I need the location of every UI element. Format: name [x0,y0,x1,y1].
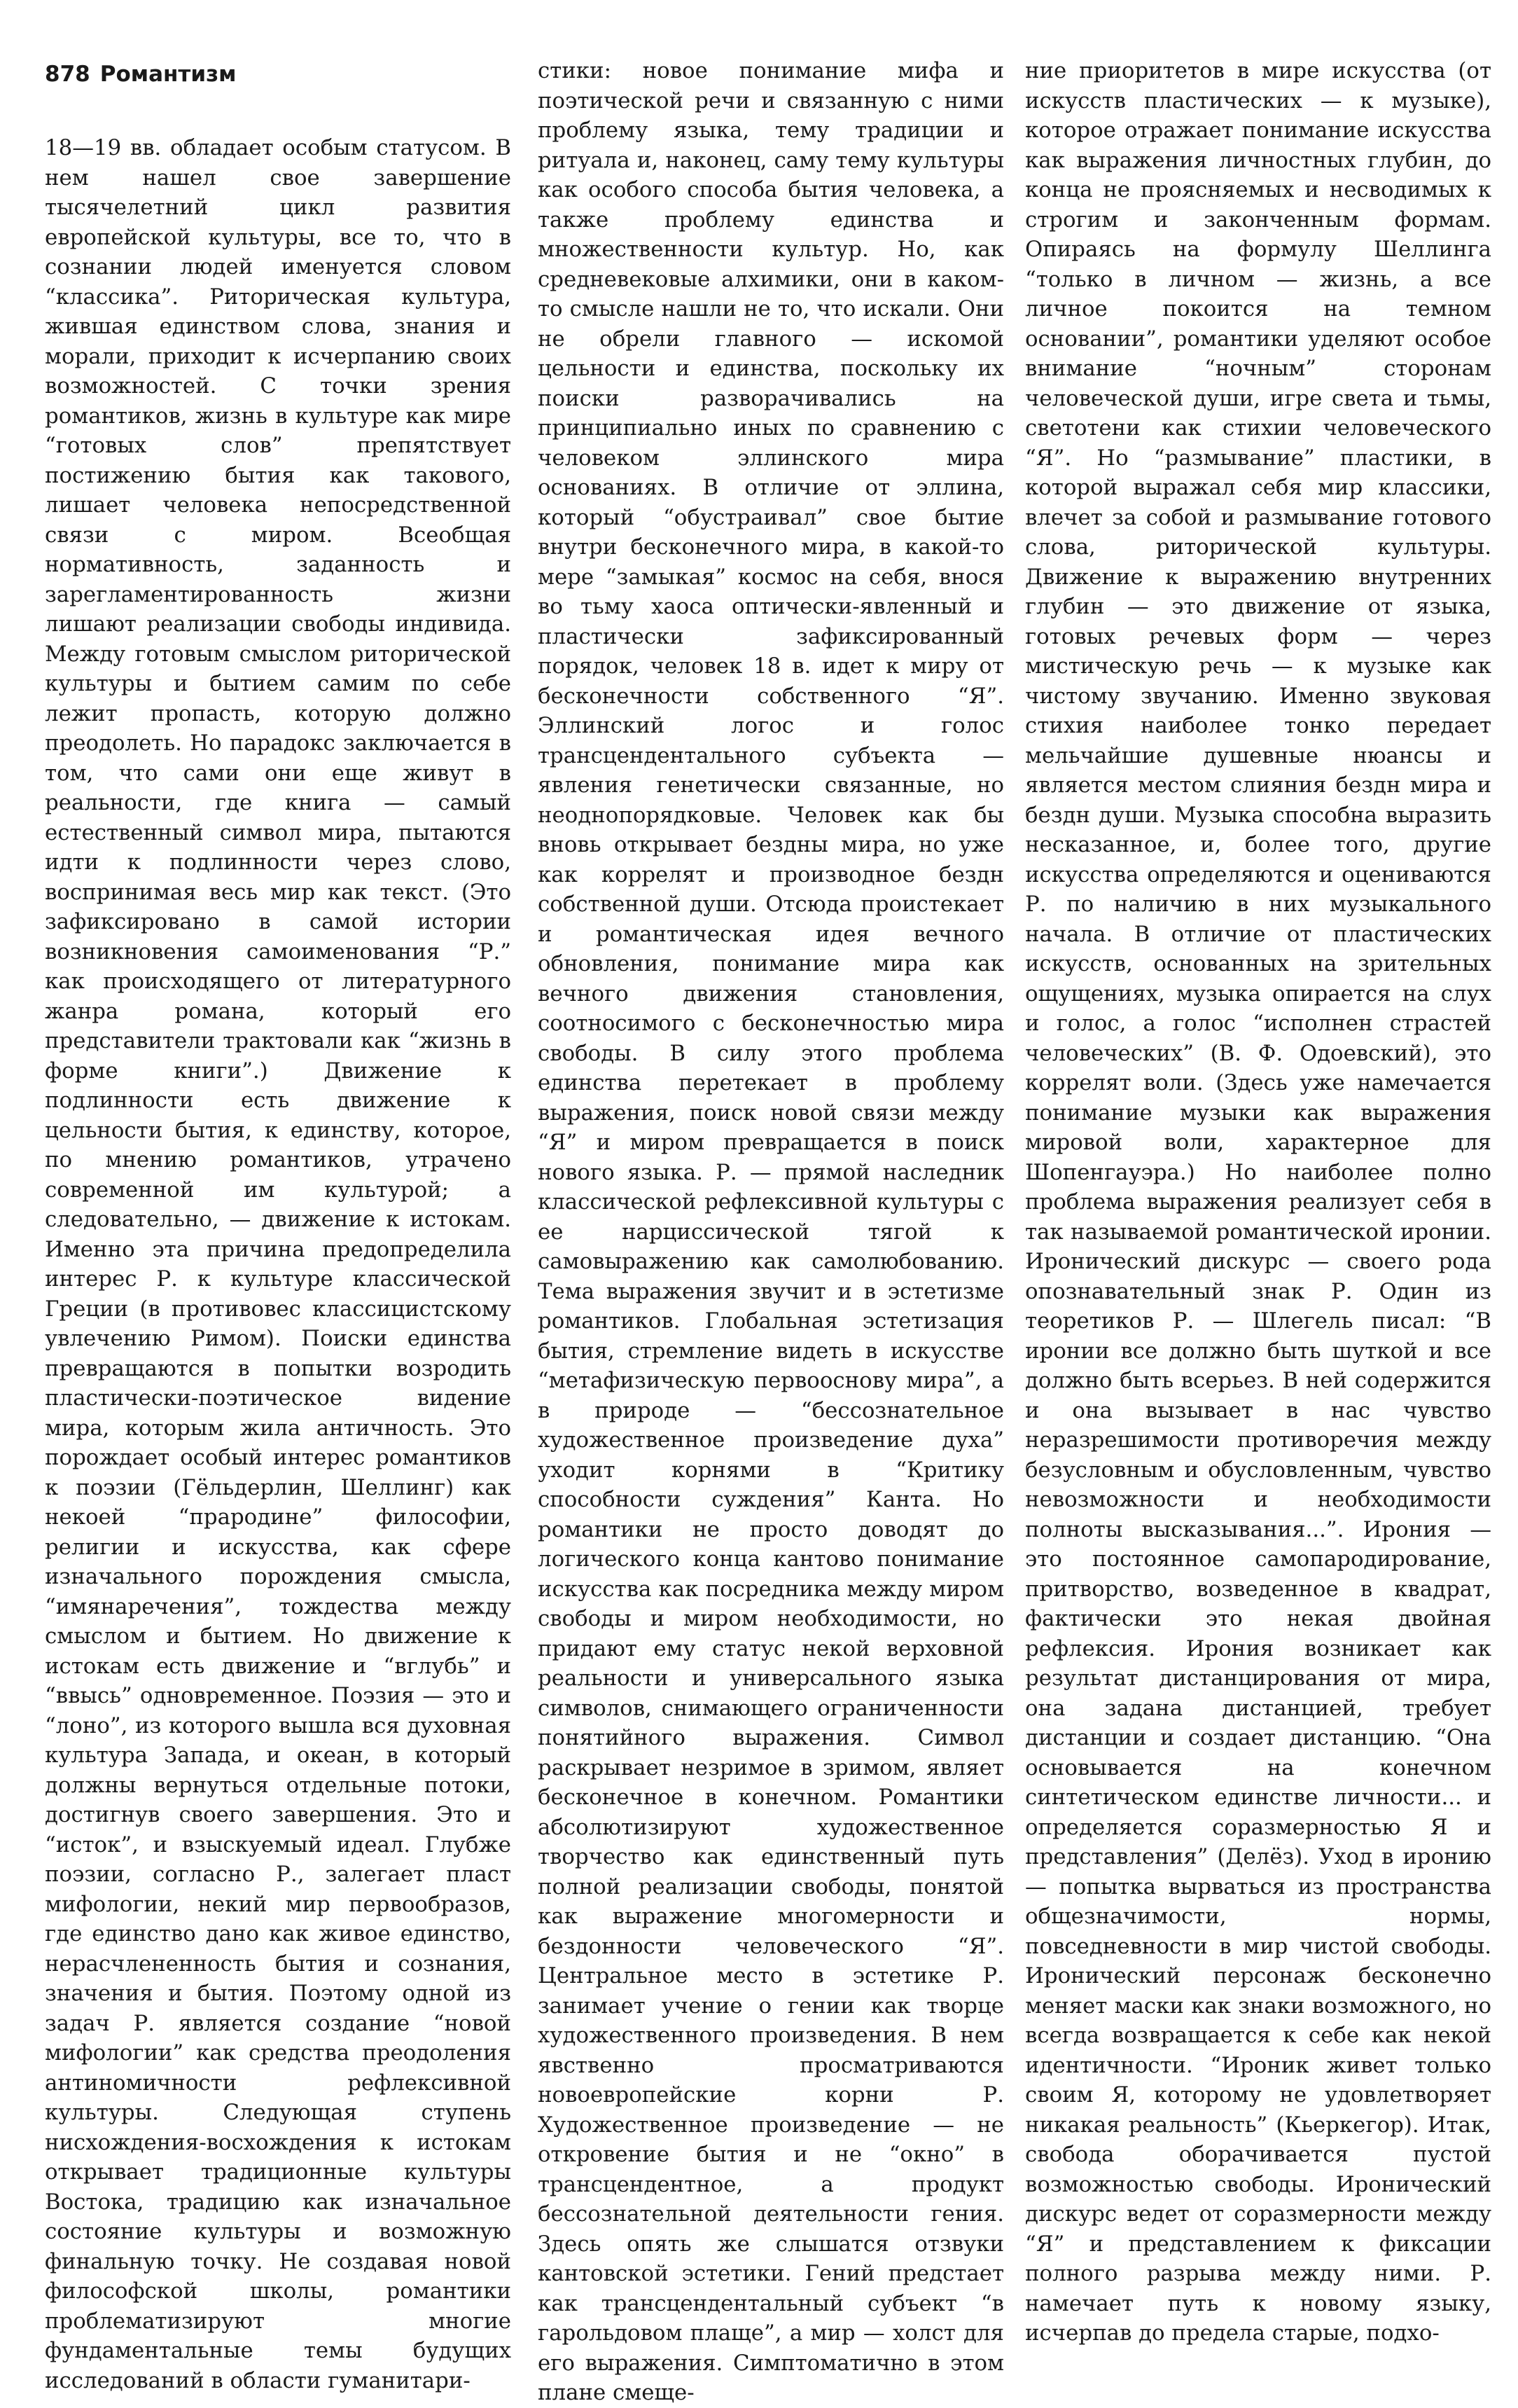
section-title: Романтизм [99,62,237,87]
text-column-3 [1025,56,1491,2346]
column-2-text: стики: новое понимание мифа и поэтической речи и связанную с ними проблему языка, тему традиции и ритуала и, наконец, саму тему культуры как особого способа бытия человека, а также проблему единства и множественности культур. Но, как средневековые алхимики, они в каком-то смысле нашли не то, что искали. Они не обрели главного — искомой цельности и единства, поскольку их поиски разворачивались на принципиально иных по сравнению с человеком эллинского мира основаниях. В отличие от эллина, который “обустраивал” свое бытие внутри бесконечного мира, в какой-то мере “замыкая” космос на себя, внося во тьму хаоса оптически-явленный и пластически зафиксированный порядок, человек 18 в. идет к миру от бесконечности собственного “Я”. Эллинский логос и голос трансцендентального субъекта — явления генетически связанные, но неоднопорядковые. Человек как бы вновь открывает бездны мира, но уже как коррелят и производное бездн собственной души. Отсюда проистекает и романтическая идея вечного обновления, понимание мира как вечного движения становления, соотносимого с бесконечностью мира свободы. В силу этого проблема единства перетекает в проблему выражения, поиск новой связи между “Я” и миром превращается в поиск нового языка. Р. — прямой наследник классической рефлексивной культуры с ее нарциссической тягой к самовыражению как самолюбованию. Тема выражения звучит и в эстетизме романтиков. Глобальная эстетизация бытия, стремление видеть в искусстве “метафизическую первооснову мира”, а в природе — “бессознательное художественное произведение духа” уходит корнями в “Критику способности суждения” Канта. Но романтики не просто доводят до логического конца кантово понимание искусства как посредника между миром свободы и миром необходимости, но придают ему статус некой верховной реальности и универсального языка символов, снимающего ограниченности понятийного выражения. Символ раскрывает незримое в зримом, являет бесконечное в конечном. Романтики абсолютизируют художественное творчество как единственный путь полной реализации свободы, понятой как выражение многомерности и бездонности человеческого “Я”. Центральное место в эстетике Р. занимает учение о гении как творце художественного произведения. В нем явственно просматриваются новоевропейские корни Р. Художественное произведение — не откровение бытия и не “окно” в трансцендентное, а продукт бессознательной деятельности гения. Здесь опять же слышатся отзвуки кантовской эстетики. Гений предстает как трансцендентальный субъект “в гарольдовом плаще”, а мир — холст для его выражения. Симптоматично в этом плане смеще- [538,58,1004,2405]
running-head [45,57,236,91]
column-3-text: ние приоритетов в мире искусства (от искусств пластических — к музыке), которое отражает понимание искусства как выражения личностных глубин, до конца не проясняемых и несводимых к строгим и законченным формам. Опираясь на формулу Шеллинга “только в личном — жизнь, а все личное покоится на темном основании”, романтики уделяют особое внимание “ночным” сторонам человеческой души, игре света и тьмы, светотени как стихии человеческого “Я”. Но “размывание” пластики, в которой выражал себя мир классики, влечет за собой и размывание готового слова, риторической культуры. Движение к выражению внутренних глубин — это движение от языка, готовых речевых форм — через мистическую речь — к музыке как чистому звучанию. Именно звуковая стихия наиболее тонко передает мельчайшие душевные нюансы и является местом слияния бездн мира и бездн души. Музыка способна выразить несказанное, и, более того, другие искусства определяются и оцениваются Р. по наличию в них музыкального начала. В отличие от пластических искусств, основанных на зрительных ощущениях, музыка опирается на слух и голос, а голос “исполнен страстей человеческих” (В. Ф. Одоевский), это коррелят воли. (Здесь уже намечается понимание музыки как выражения мировой воли, характерное для Шопенгауэра.) Но наиболее полно проблема выражения реализует себя в так называемой романтической иронии. Иронический дискурс — своего рода опознавательный знак Р. Один из теоретиков Р. — Шлегель писал: “В иронии все должно быть шуткой и все должно быть всерьез. В ней содержится и она вызывает в нас чувство неразрешимости противоречия между безусловным и обусловленным, чувство невозможности и необходимости полноты высказывания...”. Ирония — это постоянное самопародирование, притворство, возведенное в квадрат, фактически это некая двойная рефлексия. Ирония возникает как результат дистанцирования от мира, она задана дистанцией, требует дистанции и создает дистанцию. “Она основывается на конечном синтетическом единстве личности... и определяется соразмерностью Я и представления” (Делёз). Уход в иронию — попытка вырваться из пространства общезначимости, нормы, повседневности в мир чистой свободы. Иронический персонаж бесконечно меняет маски как знаки возможного, но всегда возвращается к себе как некой идентичности. “Ироник живет только своим Я, которому не удовлетворяет никакая реальность” (Кьеркегор). Итак, свобода оборачивается пустой возможностью свободы. Иронический дискурс ведет от соразмерности между “Я” и представлением к фиксации полного разрыва между ними. Р. намечает путь к новому языку, исчерпав до предела старые, подхо- [1025,58,1491,2346]
column-1-text: 18—19 вв. обладает особым статусом. В нем нашел свое завершение тысячелетний цикл развития европейской культуры, все то, что в сознании людей именуется словом “классика”. Риторическая культура, жившая единством слова, знания и морали, приходит к исчерпанию своих возможностей. С точки зрения романтиков, жизнь в культуре как мире “готовых слов” препятствует постижению бытия как такового, лишает человека непосредственной связи с миром. Всеобщая нормативность, заданность и зарегламентированность жизни лишают реализации свободы индивида. Между готовым смыслом риторической культуры и бытием самим по себе лежит пропасть, которую должно преодолеть. Но парадокс заключается в том, что сами они еще живут в реальности, где книга — самый естественный символ мира, пытаются идти к подлинности через слово, воспринимая весь мир как текст. (Это зафиксировано в самой истории возникновения самоименования “Р.” как происходящего от литературного жанра романа, который его представители трактовали как “жизнь в форме книги”.) Движение к подлинности есть движение к цельности бытия, к единству, которое, по мнению романтиков, утрачено современной им культурой; а следовательно, — движение к истокам. Именно эта причина предопределила интерес Р. к культуре классической Греции (в противовес классицистскому увлечению Римом). Поиски единства превращаются в попытки возродить пластически-поэтическое видение мира, которым жила античность. Это порождает особый интерес романтиков к поэзии (Гёльдерлин, Шеллинг) как некоей “прародине” философии, религии и искусства, как сфере изначального порождения смысла, “имянаречения”, тождества между смыслом и бытием. Но движение к истокам есть движение и “вглубь” и “ввысь” одновременное. Поэзия — это и “лоно”, из которого вышла вся духовная культура Запада, и океан, в который должны вернуться отдельные потоки, достигнув своего завершения. Это и “исток”, и взыскуемый идеал. Глубже поэзии, согласно Р., залегает пласт мифологии, некий мир первообразов, где единство дано как живое единство, нерасчлененность бытия и сознания, значения и бытия. Поэтому одной из задач Р. является создание “новой мифологии” как средства преодоления антиномичности рефлексивной культуры. Следующая ступень нисхождения-восхождения к истокам открывает традиционные культуры Востока, традицию как изначальное состояние культуры и возможную финальную точку. Не создавая новой философской школы, романтики проблематизируют многие фундаментальные темы будущих исследований в области гуманитари- [45,135,511,2393]
text-column-2 [538,56,1004,2405]
page-number: 878 [45,62,90,87]
text-column-1 [45,133,511,2393]
